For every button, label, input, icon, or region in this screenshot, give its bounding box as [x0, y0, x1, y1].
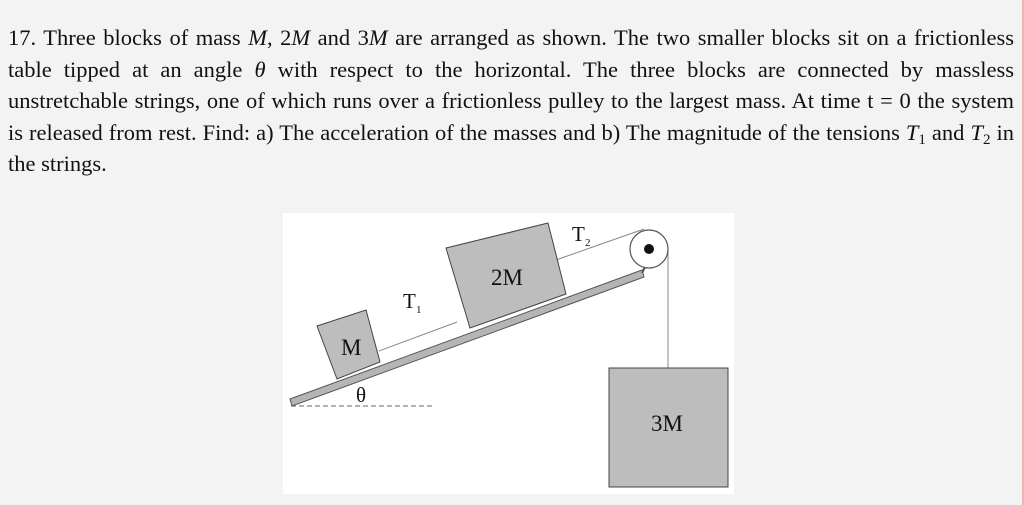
tension-2-subscript: 2: [585, 237, 591, 249]
tension-symbol-1: T: [905, 119, 919, 145]
tension-1-label: T: [403, 289, 416, 313]
problem-number: 17.: [8, 25, 37, 50]
block-3m-label: 3M: [651, 411, 683, 436]
angle-label: θ: [356, 383, 367, 407]
inclined-plane-figure: [283, 213, 734, 494]
tension-1-subscript: 1: [416, 304, 422, 316]
tension-2-label: T: [572, 222, 585, 246]
block-2m-label: 2M: [491, 265, 523, 290]
mass-symbol: M: [248, 25, 267, 50]
angle-symbol: θ: [254, 56, 266, 82]
pulley-axle: [644, 244, 654, 254]
mass-symbol: M: [368, 25, 388, 50]
block-m-label: M: [341, 335, 362, 360]
figure-svg: [283, 213, 734, 494]
tension-symbol-2: T: [970, 119, 983, 145]
mass-symbol: M: [291, 25, 311, 50]
problem-statement: 17. Three blocks of mass M, 2M and 3M are arranged as shown. The two smaller blocks sit on a frictionless table tipped at an angle θ with respect to the horizontal. The three blocks are connected by massless unstretchable strings, one of which runs over a frictionless pulley to the largest mass. At time t = 0 the system is released from rest. Find: a) The acceleration of the masses and b) The magnitude of the tensions $T_1$ and $T_2$ in the strings.: [8, 25, 1014, 176]
